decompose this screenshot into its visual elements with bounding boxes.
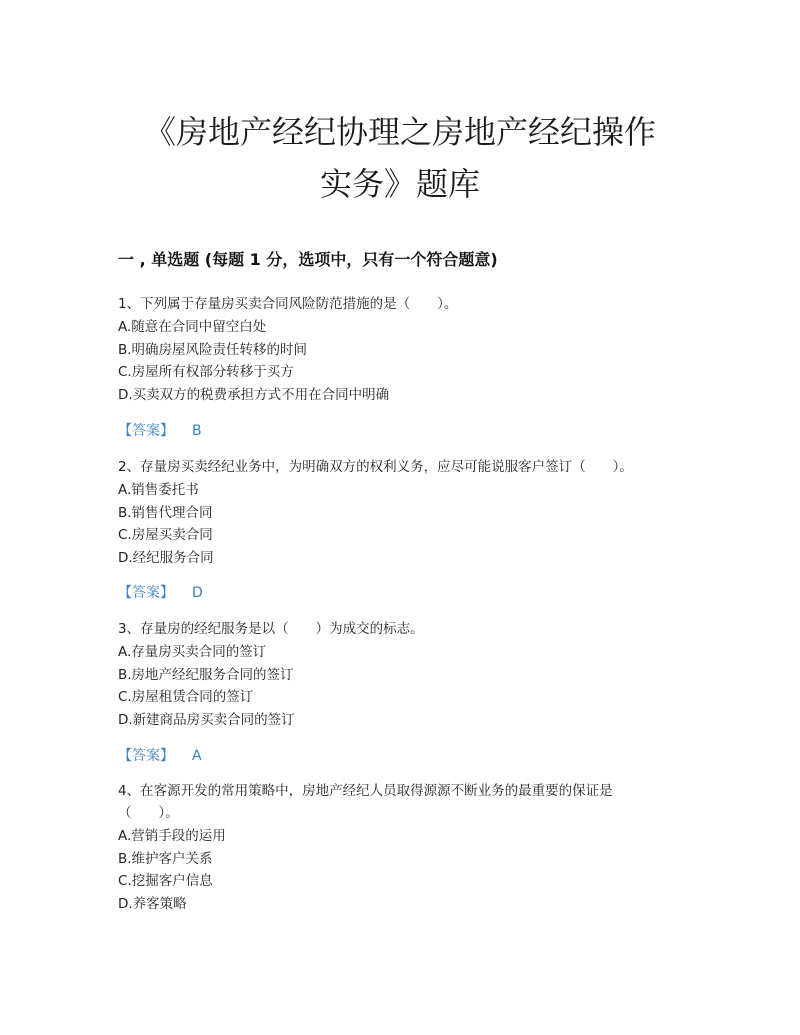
question-2 (118, 456, 678, 569)
option-b: B.维护客户关系 (118, 850, 213, 867)
option-d: D.养客策略 (118, 895, 187, 912)
question-4 (118, 780, 673, 915)
question-stem: 2、存量房买卖经纪业务中，为明确双方的权利义务，应尽可能说服客户签订（ ）。 (118, 459, 633, 475)
document-title (100, 106, 700, 210)
option-d: D.买卖双方的税费承担方式不用在合同中明确 (118, 386, 390, 403)
question-stem: 4、在客源开发的常用策略中，房地产经纪人员取得源源不断业务的最重要的保证是（ ）。 (118, 783, 613, 821)
option-a: A.随意在合同中留空白处 (118, 319, 267, 335)
answer-value: A (192, 748, 202, 764)
document-title-line-2: 实务》题库 (319, 165, 480, 203)
option-a: A.营销手段的运用 (118, 828, 226, 844)
option-c: C.挖掘客户信息 (118, 873, 213, 889)
answer-label: 【答案】 (118, 748, 174, 764)
answer-label: 【答案】 (118, 585, 174, 601)
question-1 (118, 293, 678, 406)
option-c: C.房屋所有权部分转移于买方 (118, 364, 294, 380)
section-header: 一 , 单选题 (每题 1 分，选项中，只有一个符合题意) (118, 250, 498, 269)
answer-label: 【答案】 (118, 423, 174, 439)
option-c: C.房屋买卖合同 (118, 527, 213, 543)
option-d: D.经纪服务合同 (118, 549, 214, 566)
question-3 (118, 618, 678, 731)
answer-2 (118, 582, 203, 602)
answer-value: B (192, 423, 202, 439)
answer-value: D (192, 585, 203, 601)
option-c: C.房屋租赁合同的签订 (118, 689, 254, 705)
question-stem: 3、存量房的经纪服务是以（ ）为成交的标志。 (118, 621, 424, 637)
option-b: B.明确房屋风险责任转移的时间 (118, 341, 308, 358)
option-b: B.销售代理合同 (118, 504, 213, 521)
question-stem: 1、下列属于存量房买卖合同风险防范措施的是（ ）。 (118, 296, 458, 312)
answer-1 (118, 420, 202, 440)
option-a: A.销售委托书 (118, 482, 199, 498)
answer-3 (118, 745, 202, 765)
document-title-line-1: 《房地产经纪协理之房地产经纪操作 (143, 113, 656, 151)
option-d: D.新建商品房买卖合同的签订 (118, 711, 295, 728)
option-b: B.房地产经纪服务合同的签订 (118, 666, 294, 683)
option-a: A.存量房买卖合同的签订 (118, 644, 267, 660)
